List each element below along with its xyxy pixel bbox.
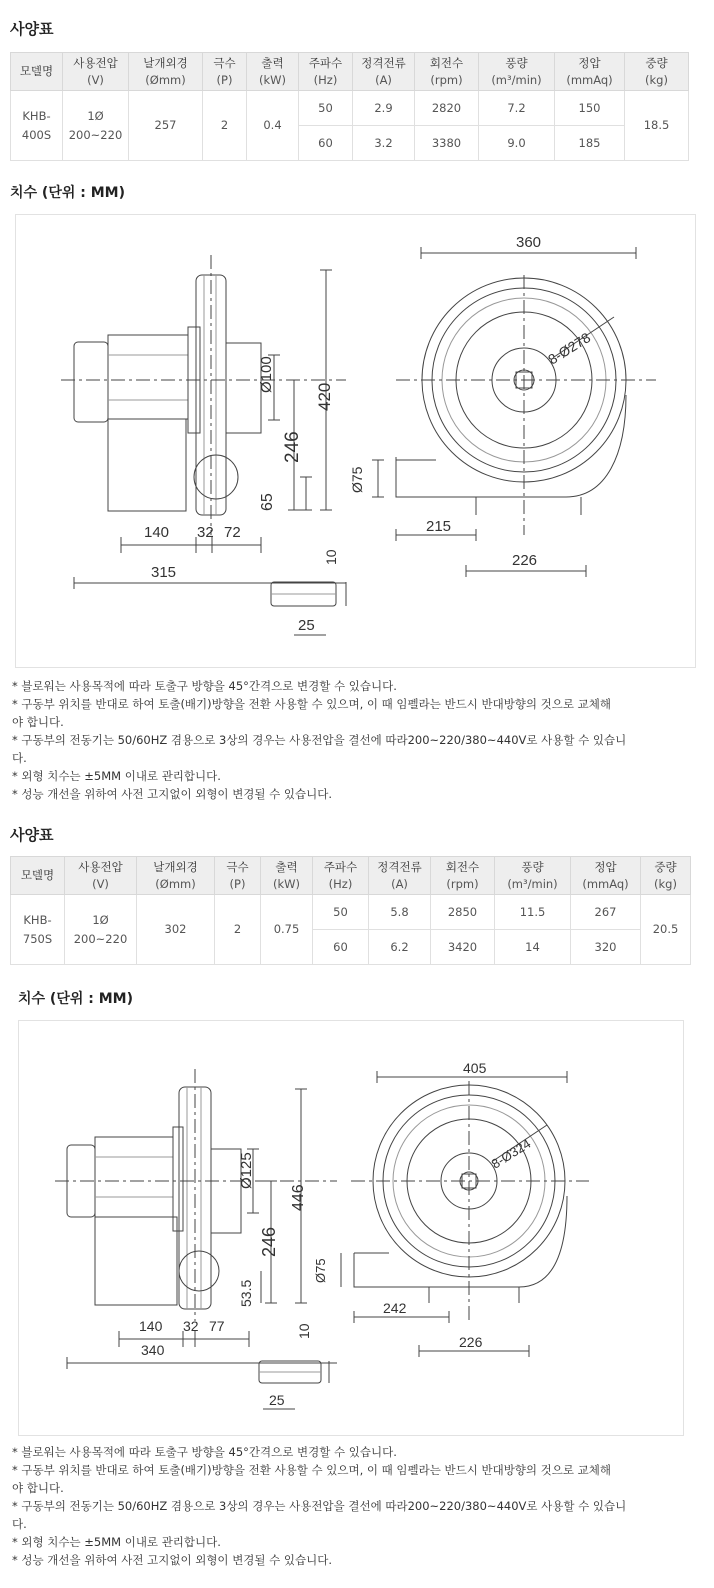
note-line: * 외형 치수는 ±5MM 이내로 관리합니다. <box>12 1535 221 1549</box>
note-line: * 블로워는 사용목적에 따라 토출구 방향을 45°간격으로 변경할 수 있습니다. <box>12 1445 397 1459</box>
cell-rpm: 3420 <box>431 930 495 965</box>
cell-impeller: 257 <box>129 91 203 161</box>
spec-title: 사양표 <box>10 20 54 38</box>
note-line: 다. <box>12 751 27 765</box>
th-rpm: 회전수 (rpm) <box>431 857 495 895</box>
note-line: * 구동부 위치를 반대로 하여 토출(배기)방향을 전환 사용할 수 있으며, 이 때 임펠라는 반드시 반대방향의 것으로 교체해 <box>12 697 611 711</box>
th-pressure: 정압 (mmAq) <box>571 857 641 895</box>
dimension-drawing <box>18 1020 684 1436</box>
dim-overall-height: 446 <box>290 1184 307 1211</box>
notes <box>12 677 692 803</box>
dimension-drawing <box>15 214 696 668</box>
dim-seg-c: 72 <box>224 524 241 541</box>
dim-bolt-circle: 8-Ø324 <box>488 1135 534 1172</box>
cell-pressure: 320 <box>571 930 641 965</box>
cell-hz: 60 <box>313 930 369 965</box>
dim-outlet-height: 53.5 <box>238 1279 254 1307</box>
note-line: * 외형 치수는 ±5MM 이내로 관리합니다. <box>12 769 221 783</box>
cell-impeller: 302 <box>137 895 215 965</box>
front-view <box>372 247 656 577</box>
notes <box>12 1443 692 1569</box>
cell-voltage: 1Ø 200~220 <box>65 895 137 965</box>
dim-shaft-dia: Ø125 <box>238 1152 255 1189</box>
cell-weight: 20.5 <box>641 895 691 965</box>
dim-seg-b: 32 <box>183 1318 199 1334</box>
th-impeller: 날개외경 (Ømm) <box>129 53 203 91</box>
dim-foot-thickness: 10 <box>323 549 339 565</box>
cell-hz: 60 <box>299 126 353 161</box>
note-line: * 성능 개선을 위하여 사전 고지없이 외형이 변경될 수 있습니다. <box>12 787 333 801</box>
cell-amp: 2.9 <box>353 91 415 126</box>
th-model: 모델명 <box>11 857 65 895</box>
th-frequency: 주파수 (Hz) <box>313 857 369 895</box>
dim-seg-c: 77 <box>209 1318 225 1334</box>
dim-right-offset: 226 <box>512 552 538 569</box>
th-frequency: 주파수 (Hz) <box>299 53 353 91</box>
dimension-title: 치수 (단위 : MM) <box>18 991 133 1007</box>
th-weight: 중량 (kg) <box>625 53 689 91</box>
cell-rpm: 2820 <box>415 91 479 126</box>
th-model: 모델명 <box>11 53 63 91</box>
th-flow: 풍량 (m³/min) <box>479 53 555 91</box>
front-view <box>335 1071 589 1357</box>
th-current: 정격전류 (A) <box>369 857 431 895</box>
note-line: * 구동부 위치를 반대로 하여 토출(배기)방향을 전환 사용할 수 있으며, 이 때 임펠라는 반드시 반대방향의 것으로 교체해 <box>12 1463 611 1477</box>
cell-flow: 14 <box>495 930 571 965</box>
th-output: 출력 (kW) <box>247 53 299 91</box>
dim-left-offset: 242 <box>383 1300 407 1316</box>
note-line: 야 합니다. <box>12 1481 64 1495</box>
dim-center-height: 246 <box>282 431 303 463</box>
spec-title: 사양표 <box>10 826 54 844</box>
cell-pressure: 185 <box>555 126 625 161</box>
cell-flow: 11.5 <box>495 895 571 930</box>
dim-total-width: 315 <box>151 564 177 581</box>
cell-flow: 9.0 <box>479 126 555 161</box>
cell-pressure: 150 <box>555 91 625 126</box>
th-poles: 극수 (P) <box>215 857 261 895</box>
note-line: * 블로워는 사용목적에 따라 토출구 방향을 45°간격으로 변경할 수 있습니다. <box>12 679 397 693</box>
cell-flow: 7.2 <box>479 91 555 126</box>
dim-seg-b: 32 <box>197 524 214 541</box>
th-flow: 풍량 (m³/min) <box>495 857 571 895</box>
cell-poles: 2 <box>203 91 247 161</box>
side-view <box>55 1069 337 1409</box>
dim-shaft-dia: Ø100 <box>258 356 275 393</box>
cell-amp: 6.2 <box>369 930 431 965</box>
dim-outlet-dia: Ø75 <box>349 466 365 493</box>
dim-foot-thickness: 10 <box>296 1323 312 1339</box>
dim-outlet-height: 65 <box>259 493 276 511</box>
th-poles: 극수 (P) <box>203 53 247 91</box>
dim-width: 360 <box>516 234 542 251</box>
cell-hz: 50 <box>313 895 369 930</box>
cell-amp: 5.8 <box>369 895 431 930</box>
dim-seg-a: 140 <box>139 1318 163 1334</box>
dim-right-offset: 226 <box>459 1334 483 1350</box>
cell-rpm: 2850 <box>431 895 495 930</box>
th-voltage: 사용전압 (V) <box>65 857 137 895</box>
cell-model: KHB- 750S <box>11 895 65 965</box>
dim-width: 405 <box>463 1060 487 1076</box>
dim-center-height: 246 <box>259 1226 279 1257</box>
cell-rpm: 3380 <box>415 126 479 161</box>
spec-table <box>10 856 691 965</box>
cell-output: 0.4 <box>247 91 299 161</box>
note-line: 다. <box>12 1517 27 1531</box>
dimension-title: 치수 (단위 : MM) <box>10 185 125 201</box>
note-line: 야 합니다. <box>12 715 64 729</box>
cell-output: 0.75 <box>261 895 313 965</box>
th-impeller: 날개외경 (Ømm) <box>137 857 215 895</box>
dim-bolt-circle: 8-Ø278 <box>545 329 594 368</box>
th-weight: 중량 (kg) <box>641 857 691 895</box>
dim-seg-a: 140 <box>144 524 170 541</box>
note-line: * 성능 개선을 위하여 사전 고지없이 외형이 변경될 수 있습니다. <box>12 1553 333 1567</box>
cell-poles: 2 <box>215 895 261 965</box>
th-current: 정격전류 (A) <box>353 53 415 91</box>
dim-total-width: 340 <box>141 1342 165 1358</box>
cell-weight: 18.5 <box>625 91 689 161</box>
note-line: * 구동부의 전동기는 50/60HZ 겸용으로 3상의 경우는 사용전압을 결선에 따라200~220/380~440V로 사용할 수 있습니 <box>12 1499 627 1513</box>
dim-left-offset: 215 <box>426 518 452 535</box>
cell-voltage: 1Ø 200~220 <box>63 91 129 161</box>
th-rpm: 회전수 (rpm) <box>415 53 479 91</box>
dim-outlet-dia: Ø75 <box>313 1258 328 1283</box>
dim-foot-width: 25 <box>269 1392 285 1408</box>
th-voltage: 사용전압 (V) <box>63 53 129 91</box>
dim-overall-height: 420 <box>315 382 334 411</box>
cell-amp: 3.2 <box>353 126 415 161</box>
side-view <box>61 255 346 635</box>
cell-model: KHB- 400S <box>11 91 63 161</box>
note-line: * 구동부의 전동기는 50/60HZ 겸용으로 3상의 경우는 사용전압을 결선에 따라200~220/380~440V로 사용할 수 있습니 <box>12 733 627 747</box>
th-output: 출력 (kW) <box>261 857 313 895</box>
spec-table <box>10 52 689 161</box>
cell-pressure: 267 <box>571 895 641 930</box>
th-pressure: 정압 (mmAq) <box>555 53 625 91</box>
dim-foot-width: 25 <box>298 617 315 634</box>
cell-hz: 50 <box>299 91 353 126</box>
